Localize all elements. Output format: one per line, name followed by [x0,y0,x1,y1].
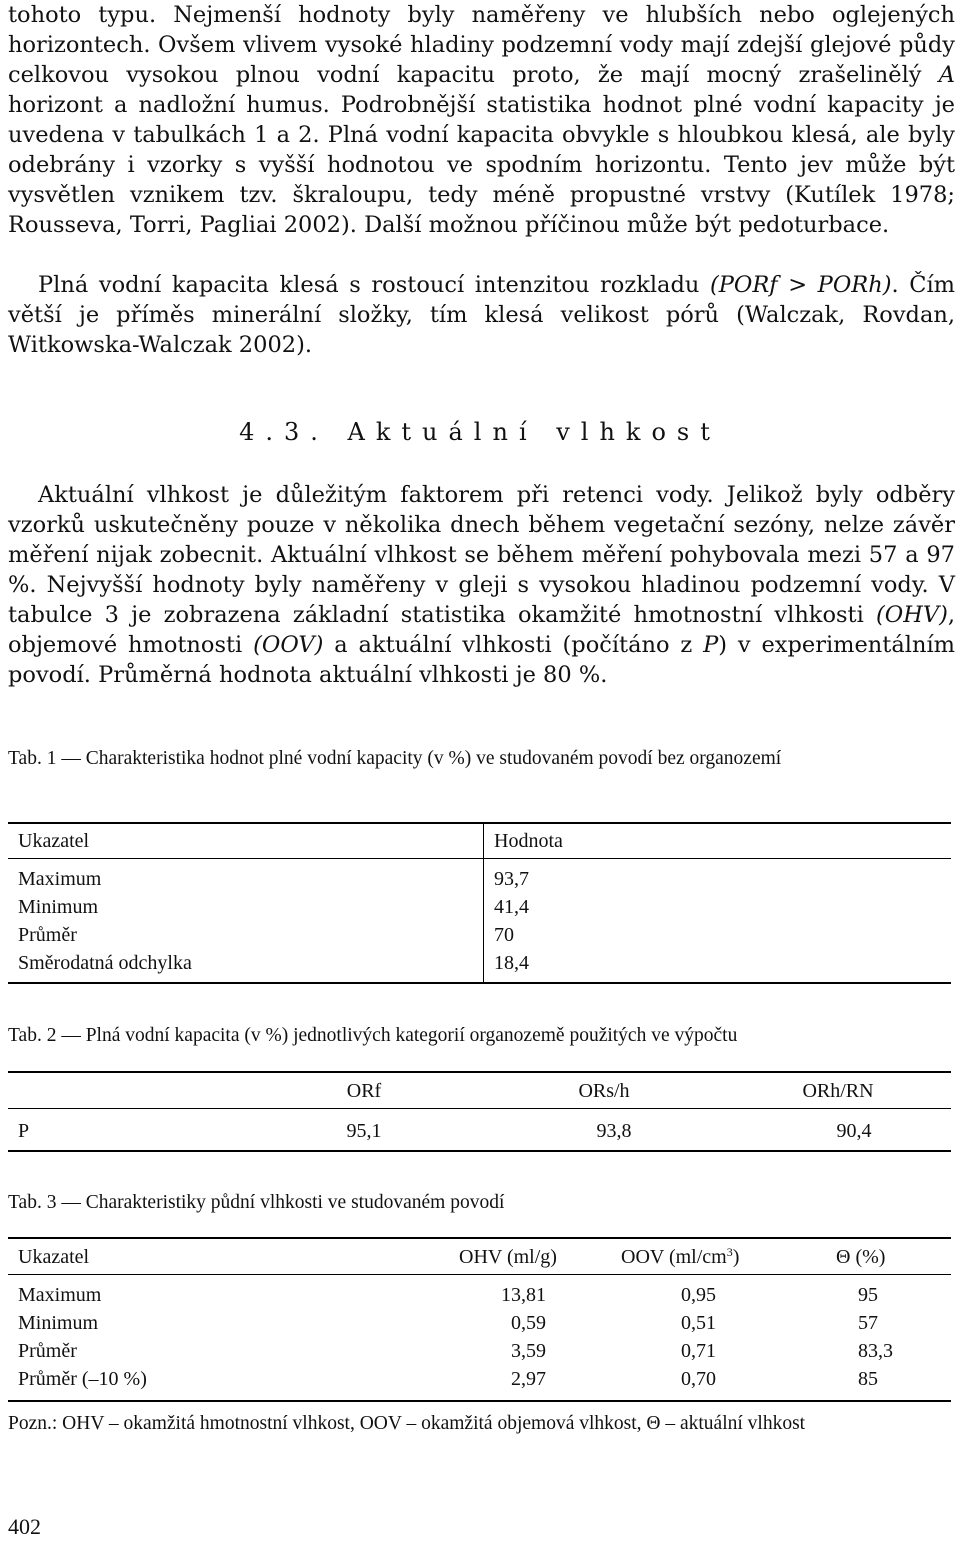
table3-header-theta: Θ (%) [836,1246,886,1268]
table3-header-rule [8,1274,951,1275]
italic-term-a: A [938,62,955,88]
paragraph-text: Aktuální vlhkost je důležitým faktorem při retenci vody. Jelikož byly odběry vzorků uskutečněny pouze v několika dnech během vegetační sezóny, nelze závěr měření nijak zobecnit. Aktuální vlhkost se během měření pohybovala mezi 57 a 97 %. Nejvyšší hodnoty byly naměřeny v gleji s vysokou hladinou podzemní vody. V tabulce 3 je zobrazena základní statistika okamžité hmotnostní vlhkosti [8,482,955,628]
table1-cell: 18,4 [494,952,529,974]
table1-column-divider [483,823,484,983]
table1-cell: 93,7 [494,868,529,890]
table3-header-oov: OOV $(ml/cm^3)$ [621,1245,740,1268]
table2-header-orf: ORf [346,1080,382,1102]
paragraph-text-c: a aktuální vlhkosti (počítáno z [323,632,704,658]
italic-abbr-oov: (OOV) [253,632,324,658]
table2-cell: P [18,1120,30,1142]
table3-cell: 83,3 [858,1340,893,1362]
paragraph-text-d: ) v experimentálním povodí. Průměrná hodnota aktuální vlhkosti je 80 %. [8,632,955,688]
table3-top-rule [8,1237,951,1239]
table1-cell: Průměr [18,924,77,946]
table3-caption: Tab. 3 — Charakteristiky půdní vlhkosti ve studovaném povodí [8,1192,505,1213]
table3-cell: 0,51 [681,1312,716,1334]
table3-cell: 95 [858,1284,878,1306]
table3-cell: 2,97 [511,1368,546,1390]
table3-cell: 57 [858,1312,878,1334]
table1-cell: Maximum [18,868,102,890]
table2-header-orsh: ORs/h [578,1080,630,1102]
table1-cell: 41,4 [494,896,529,918]
table3-cell: Průměr [18,1340,77,1362]
table3-cell: Maximum [18,1284,102,1306]
paragraph-text-continued: . Čím větší je příměs minerální složky, tím klesá velikost pórů (Walczak, Rovdan, Witkowska-Walczak 2002). [8,272,955,358]
italic-formula: (PORf > PORh) [709,272,892,298]
table1-header-ukazatel: Ukazatel [18,830,90,852]
paragraph-plna-vodni-kapacita [8,0,955,240]
table2-top-rule [8,1071,951,1073]
page-number: 402 [8,1514,41,1539]
paragraph-text: tohoto typu. Nejmenší hodnoty byly naměřeny ve hlubších nebo oglejených horizontech. Ovšem vlivem vysoké hladiny podzemní vody mají zdejší glejové půdy celkovou vysokou plnou vodní kapacitu proto, že mají mocný zrašelinělý [8,2,955,88]
table2-bottom-rule [8,1150,951,1152]
table1-caption: Tab. 1 — Charakteristika hodnot plné vodní kapacity (v %) ve studovaném povodí bez organozemí [8,748,782,769]
paragraph-rozklad [8,270,955,360]
table2-caption: Tab. 2 — Plná vodní kapacita (v %) jednotlivých kategorií organozemě použitých ve výpočtu [8,1025,738,1046]
table1-bottom-rule [8,982,951,984]
table2-header-rule [8,1108,951,1109]
table3-cell: 0,70 [681,1368,716,1390]
paragraph-aktualni-vlhkost [8,480,955,690]
table1-header-hodnota: Hodnota [494,830,563,852]
table3-cell: Průměr (–10 %) [18,1368,147,1390]
table3-cell: 0,59 [511,1312,546,1334]
italic-var-p: P [703,632,719,658]
table1-top-rule [8,822,951,824]
table3-cell: 85 [858,1368,878,1390]
table3-cell: 0,95 [681,1284,716,1306]
table1-header-rule [8,858,951,859]
table1-cell: Směrodatná odchylka [18,952,192,974]
table2-cell: 90,4 [836,1120,872,1142]
table3-header-ukazatel: Ukazatel [18,1246,90,1268]
table2-header-orhrn: ORh/RN [802,1080,874,1102]
table3-header-ohv: OHV (ml/g) [459,1246,557,1268]
paragraph-text-b: , objemové hmotnosti [8,602,955,658]
table3-note: Pozn.: OHV – okamžitá hmotnostní vlhkost, OOV – okamžitá objemová vlhkost, Θ – aktuální vlhkost [8,1413,806,1434]
table3-bottom-rule [8,1400,951,1402]
table2-cell: 93,8 [596,1120,632,1142]
table1-cell: 70 [494,924,514,946]
paragraph-text: Plná vodní kapacita klesá s rostoucí intenzitou rozkladu [38,272,710,298]
table2-cell: 95,1 [346,1120,382,1142]
table1-cell: Minimum [18,896,99,918]
italic-abbr-ohv: (OHV) [875,602,948,628]
section-heading: 4.3. Aktuální vlhkost [239,418,721,446]
table3-cell: Minimum [18,1312,99,1334]
table3-cell: 0,71 [681,1340,716,1362]
paragraph-text-continued: horizont a nadložní humus. Podrobnější statistika hodnot plné vodní kapacity je uvedena v tabulkách 1 a 2. Plná vodní kapacita obvykle s hloubkou klesá, ale byly odebrány i vzorky s vyšší hodnotou ve spodním horizontu. Tento jev může být vysvětlen vznikem tzv. škraloupu, tedy méně propustné vrstvy (Kutílek 1978; Rousseva, Torri, Pagliai 2002). Další možnou příčinou může být pedoturbace. [8,92,955,238]
table3-cell: 3,59 [511,1340,546,1362]
table3-cell: 13,81 [501,1284,546,1306]
